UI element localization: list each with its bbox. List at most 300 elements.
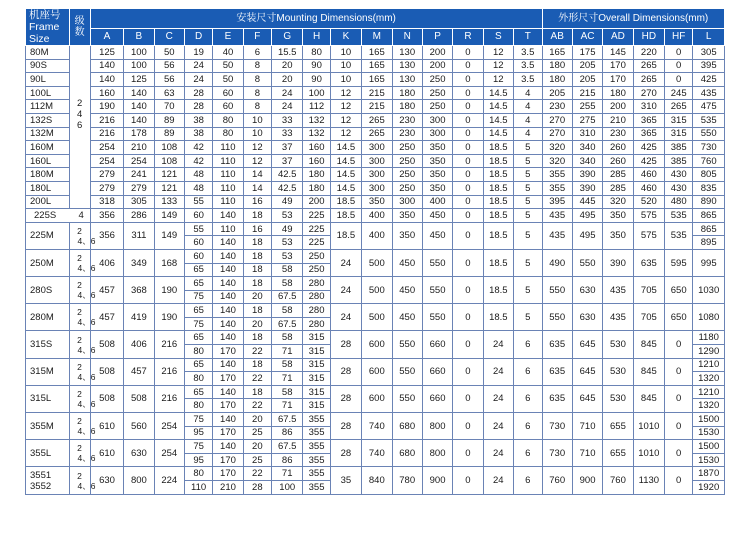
data-cell: 95 — [184, 426, 212, 440]
data-cell: 100 — [272, 481, 303, 495]
data-cell: 130 — [392, 59, 422, 73]
data-cell: 80 — [303, 46, 330, 60]
frame-with-pole — [30, 210, 90, 221]
column-header-ab: AB — [542, 28, 572, 45]
data-cell: 216 — [90, 127, 123, 141]
data-cell: 350 — [422, 181, 452, 195]
data-cell: 110 — [213, 168, 243, 182]
data-cell: 121 — [154, 168, 184, 182]
data-cell: 140 — [213, 304, 243, 318]
poles-split — [70, 225, 96, 246]
data-cell: 270 — [542, 113, 572, 127]
data-cell: 170 — [213, 372, 243, 386]
table-row — [26, 168, 725, 182]
data-cell: 14.5 — [330, 181, 361, 195]
data-cell: 740 — [362, 440, 392, 467]
data-cell: 0 — [453, 467, 483, 494]
poles-stack — [70, 98, 90, 131]
data-cell: 279 — [90, 168, 123, 182]
poles-cell — [69, 440, 96, 467]
frame-cell: 160L — [26, 154, 70, 168]
data-cell: 6 — [514, 467, 543, 494]
data-cell: 1010 — [633, 413, 664, 440]
data-cell: 170 — [213, 345, 243, 359]
data-cell: 368 — [124, 277, 154, 304]
table-row — [26, 222, 725, 236]
data-cell: 205 — [572, 59, 602, 73]
data-cell: 600 — [362, 331, 392, 358]
column-header-t: T — [514, 28, 543, 45]
data-cell: 12 — [330, 113, 361, 127]
data-cell: 311 — [124, 222, 154, 249]
data-cell: 315 — [303, 372, 330, 386]
data-cell: 457 — [90, 277, 123, 304]
data-cell: 65 — [184, 263, 212, 277]
data-cell: 1500 — [693, 413, 725, 427]
data-cell: 530 — [603, 385, 633, 412]
data-cell: 760 — [693, 154, 725, 168]
frame-cell: 315S — [26, 331, 70, 358]
data-cell: 18.5 — [483, 222, 513, 249]
poles-cell — [69, 46, 90, 209]
data-cell: 0 — [453, 358, 483, 385]
data-cell: 216 — [154, 358, 184, 385]
data-cell: 190 — [90, 100, 123, 114]
data-cell: 178 — [124, 127, 154, 141]
data-cell: 600 — [362, 358, 392, 385]
frame-cell: 280M — [26, 304, 70, 331]
poles-split — [70, 280, 96, 301]
data-cell: 14.5 — [330, 168, 361, 182]
data-cell: 165 — [362, 46, 392, 60]
data-cell: 355 — [303, 426, 330, 440]
data-cell: 130 — [392, 46, 422, 60]
data-cell: 350 — [603, 222, 633, 249]
data-cell: 630 — [572, 277, 602, 304]
data-cell: 215 — [362, 86, 392, 100]
data-cell: 560 — [124, 413, 154, 440]
pole-value: 2 — [77, 225, 82, 236]
data-cell: 216 — [154, 385, 184, 412]
data-cell: 100 — [124, 46, 154, 60]
data-cell: 65 — [184, 304, 212, 318]
data-cell: 149 — [154, 222, 184, 249]
table-body — [26, 46, 725, 495]
data-cell: 805 — [693, 168, 725, 182]
data-cell: 225 — [303, 209, 330, 223]
data-cell: 0 — [453, 86, 483, 100]
pole-value: 2 — [77, 280, 82, 291]
data-cell: 575 — [633, 209, 664, 223]
data-cell: 900 — [572, 467, 602, 494]
data-cell: 10 — [243, 127, 271, 141]
data-cell: 200 — [603, 100, 633, 114]
data-cell: 450 — [422, 222, 452, 249]
data-cell: 310 — [633, 100, 664, 114]
data-cell: 760 — [603, 467, 633, 494]
data-cell: 635 — [542, 358, 572, 385]
data-cell: 71 — [272, 467, 303, 481]
data-cell: 508 — [90, 358, 123, 385]
data-cell: 995 — [693, 249, 725, 276]
data-cell: 24 — [184, 73, 212, 87]
data-cell: 280 — [303, 290, 330, 304]
data-cell: 355 — [303, 467, 330, 481]
data-cell: 1210 — [693, 358, 725, 372]
data-cell: 0 — [665, 46, 693, 60]
data-cell: 10 — [243, 113, 271, 127]
data-cell: 42 — [184, 154, 212, 168]
data-cell: 6 — [514, 413, 543, 440]
table-row — [26, 467, 725, 481]
column-header-hf: HF — [665, 28, 693, 45]
data-cell: 28 — [330, 385, 361, 412]
pole-value: 2 — [77, 253, 82, 263]
data-cell: 132 — [303, 113, 330, 127]
data-cell: 67.5 — [272, 413, 303, 427]
data-cell: 224 — [154, 467, 184, 494]
data-cell: 58 — [272, 304, 303, 318]
data-cell: 53 — [272, 249, 303, 263]
data-cell: 705 — [633, 277, 664, 304]
data-cell: 1530 — [693, 453, 725, 467]
column-header-d: D — [184, 28, 212, 45]
data-cell: 140 — [124, 86, 154, 100]
data-cell: 495 — [572, 209, 602, 223]
data-cell: 160 — [303, 154, 330, 168]
data-cell: 660 — [422, 358, 452, 385]
poles-split — [70, 253, 96, 273]
data-cell: 108 — [154, 154, 184, 168]
data-cell: 6 — [243, 46, 271, 60]
data-cell: 0 — [453, 249, 483, 276]
data-cell: 205 — [542, 86, 572, 100]
data-cell: 535 — [665, 222, 693, 249]
data-cell: 355 — [303, 413, 330, 427]
data-cell: 75 — [184, 290, 212, 304]
data-cell: 4 — [514, 127, 543, 141]
data-cell: 80 — [184, 345, 212, 359]
data-cell: 89 — [154, 127, 184, 141]
pole-value: 2 — [77, 443, 82, 454]
pole-value: 6 — [77, 120, 83, 131]
data-cell: 75 — [184, 317, 212, 331]
data-cell: 55 — [184, 195, 212, 209]
data-cell: 265 — [633, 73, 664, 87]
data-cell: 655 — [603, 413, 633, 440]
frame-label: 3552 — [30, 480, 52, 492]
data-cell: 890 — [693, 195, 725, 209]
pole-value: 4、6 — [77, 426, 96, 437]
data-cell: 310 — [572, 127, 602, 141]
pole-value: 4、6 — [77, 290, 96, 301]
data-cell: 840 — [362, 467, 392, 494]
data-cell: 286 — [124, 209, 154, 223]
data-cell: 130 — [392, 73, 422, 87]
data-cell: 260 — [603, 154, 633, 168]
data-cell: 610 — [90, 413, 123, 440]
data-cell: 48 — [184, 181, 212, 195]
data-cell: 5 — [514, 154, 543, 168]
data-cell: 230 — [603, 127, 633, 141]
data-cell: 170 — [603, 73, 633, 87]
data-cell: 660 — [422, 385, 452, 412]
data-cell: 350 — [422, 168, 452, 182]
data-cell: 0 — [453, 331, 483, 358]
data-cell: 600 — [362, 385, 392, 412]
data-cell: 6 — [514, 331, 543, 358]
data-cell: 80 — [184, 372, 212, 386]
data-cell: 390 — [572, 168, 602, 182]
pole-value: 2 — [77, 416, 82, 427]
data-cell: 550 — [693, 127, 725, 141]
data-cell: 18.5 — [330, 222, 361, 249]
data-cell: 100 — [124, 59, 154, 73]
data-cell: 349 — [124, 249, 154, 276]
data-cell: 340 — [572, 141, 602, 155]
data-cell: 0 — [453, 141, 483, 155]
data-cell: 845 — [633, 358, 664, 385]
table-row — [26, 113, 725, 127]
data-cell: 350 — [603, 209, 633, 223]
data-cell: 14.5 — [483, 113, 513, 127]
data-cell: 180 — [542, 59, 572, 73]
data-cell: 53 — [272, 209, 303, 223]
data-cell: 730 — [542, 413, 572, 440]
poles-cell — [69, 249, 96, 276]
table-row — [26, 195, 725, 209]
data-cell: 450 — [392, 277, 422, 304]
data-cell: 4 — [514, 113, 543, 127]
table-row — [26, 358, 725, 372]
data-cell: 165 — [362, 59, 392, 73]
table-row — [26, 73, 725, 87]
column-header-p: P — [422, 28, 452, 45]
pole-value: 2 — [77, 361, 82, 372]
column-header-ad: AD — [603, 28, 633, 45]
data-cell: 65 — [184, 385, 212, 399]
data-cell: 705 — [633, 304, 664, 331]
data-cell: 12 — [483, 59, 513, 73]
column-header-r: R — [453, 28, 483, 45]
data-cell: 254 — [90, 141, 123, 155]
data-cell: 10 — [330, 59, 361, 73]
data-cell: 18.5 — [330, 195, 361, 209]
data-cell: 170 — [213, 426, 243, 440]
data-cell: 18.5 — [483, 277, 513, 304]
data-cell: 845 — [633, 385, 664, 412]
data-cell: 25 — [243, 453, 271, 467]
data-cell: 0 — [453, 385, 483, 412]
data-cell: 680 — [392, 440, 422, 467]
data-cell: 230 — [392, 127, 422, 141]
data-cell: 250 — [422, 73, 452, 87]
data-cell: 22 — [243, 345, 271, 359]
pole-value: 4 — [78, 209, 84, 221]
data-cell: 450 — [392, 249, 422, 276]
data-cell: 18 — [243, 277, 271, 291]
table-row — [26, 277, 725, 291]
data-cell: 730 — [542, 440, 572, 467]
data-cell: 5 — [514, 141, 543, 155]
data-cell: 254 — [154, 440, 184, 467]
data-cell: 65 — [184, 277, 212, 291]
data-cell: 895 — [693, 236, 725, 250]
data-cell: 300 — [422, 113, 452, 127]
column-header-b: B — [124, 28, 154, 45]
data-cell: 0 — [665, 385, 693, 412]
data-cell: 0 — [665, 413, 693, 440]
data-cell: 18 — [243, 263, 271, 277]
data-cell: 168 — [154, 249, 184, 276]
data-cell: 425 — [633, 154, 664, 168]
data-cell: 500 — [362, 249, 392, 276]
data-cell: 71 — [272, 372, 303, 386]
data-cell: 365 — [633, 113, 664, 127]
data-cell: 180 — [542, 73, 572, 87]
data-cell: 680 — [392, 413, 422, 440]
data-cell: 14 — [243, 181, 271, 195]
data-cell: 24 — [483, 467, 513, 494]
data-cell: 245 — [665, 86, 693, 100]
data-cell: 300 — [362, 141, 392, 155]
data-cell: 10 — [330, 46, 361, 60]
data-cell: 550 — [392, 385, 422, 412]
data-cell: 450 — [392, 304, 422, 331]
frame-cell: 80M — [26, 46, 70, 60]
data-cell: 24 — [330, 277, 361, 304]
data-cell: 18.5 — [483, 209, 513, 223]
data-cell: 254 — [124, 154, 154, 168]
data-cell: 865 — [693, 222, 725, 236]
data-cell: 60 — [184, 209, 212, 223]
data-cell: 18.5 — [483, 304, 513, 331]
data-cell: 200 — [422, 59, 452, 73]
data-cell: 215 — [572, 86, 602, 100]
data-cell: 425 — [633, 141, 664, 155]
data-cell: 800 — [422, 440, 452, 467]
data-cell: 645 — [572, 358, 602, 385]
data-cell: 140 — [213, 385, 243, 399]
table-row — [26, 86, 725, 100]
pole-value: 4、6 — [77, 398, 96, 409]
data-cell: 132 — [303, 127, 330, 141]
data-cell: 58 — [272, 277, 303, 291]
data-cell: 730 — [693, 141, 725, 155]
data-cell: 149 — [154, 209, 184, 223]
data-cell: 110 — [213, 222, 243, 236]
data-cell: 133 — [154, 195, 184, 209]
dimension-table-container — [25, 8, 725, 533]
data-cell: 67.5 — [272, 440, 303, 454]
poles-cell — [69, 413, 96, 440]
poles-split — [70, 307, 96, 328]
column-header-m: M — [362, 28, 392, 45]
data-cell: 75 — [184, 413, 212, 427]
data-cell: 12 — [330, 100, 361, 114]
column-header-hd: HD — [633, 28, 664, 45]
data-cell: 24 — [272, 86, 303, 100]
data-cell: 37 — [272, 154, 303, 168]
data-cell: 170 — [213, 399, 243, 413]
data-cell: 425 — [693, 73, 725, 87]
frame-cell: 90L — [26, 73, 70, 87]
data-cell: 14 — [243, 168, 271, 182]
data-cell: 89 — [154, 113, 184, 127]
data-cell: 0 — [453, 73, 483, 87]
data-cell: 365 — [633, 127, 664, 141]
data-cell: 12 — [330, 127, 361, 141]
data-cell: 265 — [362, 127, 392, 141]
data-cell: 0 — [453, 46, 483, 60]
data-cell: 0 — [453, 195, 483, 209]
poles-cell — [69, 331, 96, 358]
data-cell: 80 — [184, 467, 212, 481]
data-cell: 40 — [213, 46, 243, 60]
frame-cell: 355L — [26, 440, 70, 467]
data-cell: 265 — [633, 59, 664, 73]
data-cell: 42.5 — [272, 181, 303, 195]
data-cell: 18.5 — [483, 249, 513, 276]
data-cell: 279 — [124, 181, 154, 195]
table-row — [26, 141, 725, 155]
data-cell: 250 — [422, 100, 452, 114]
frame-cell: 280S — [26, 277, 70, 304]
data-cell: 595 — [665, 249, 693, 276]
data-cell: 4 — [514, 86, 543, 100]
data-cell: 24 — [330, 249, 361, 276]
data-cell: 8 — [243, 59, 271, 73]
data-cell: 550 — [422, 304, 452, 331]
data-cell: 457 — [90, 304, 123, 331]
data-cell: 160 — [303, 141, 330, 155]
data-cell: 630 — [124, 440, 154, 467]
data-cell: 270 — [633, 86, 664, 100]
data-cell: 250 — [422, 86, 452, 100]
data-cell: 530 — [603, 331, 633, 358]
data-cell: 14.5 — [330, 141, 361, 155]
poles-cell — [69, 358, 96, 385]
data-cell: 0 — [453, 413, 483, 440]
data-cell: 419 — [124, 304, 154, 331]
data-cell: 18 — [243, 209, 271, 223]
data-cell: 395 — [693, 59, 725, 73]
data-cell: 1290 — [693, 345, 725, 359]
data-cell: 0 — [453, 222, 483, 249]
table-row — [26, 304, 725, 318]
frame-cell: 180M — [26, 168, 70, 182]
data-cell: 900 — [422, 467, 452, 494]
data-cell: 140 — [213, 236, 243, 250]
data-cell: 140 — [213, 290, 243, 304]
data-cell: 140 — [90, 73, 123, 87]
pole-value: 4、6 — [77, 235, 96, 246]
data-cell: 75 — [184, 440, 212, 454]
data-cell: 350 — [422, 141, 452, 155]
data-cell: 18 — [243, 236, 271, 250]
data-cell: 480 — [665, 195, 693, 209]
data-cell: 35 — [330, 467, 361, 494]
frame-cell: 315L — [26, 385, 70, 412]
data-cell: 5 — [514, 222, 543, 249]
data-cell: 315 — [303, 399, 330, 413]
table-row — [26, 46, 725, 60]
pole-value: 4、6 — [77, 263, 96, 273]
data-cell: 3.5 — [514, 59, 543, 73]
data-cell: 320 — [542, 154, 572, 168]
data-cell: 67.5 — [272, 317, 303, 331]
data-cell: 740 — [362, 413, 392, 440]
